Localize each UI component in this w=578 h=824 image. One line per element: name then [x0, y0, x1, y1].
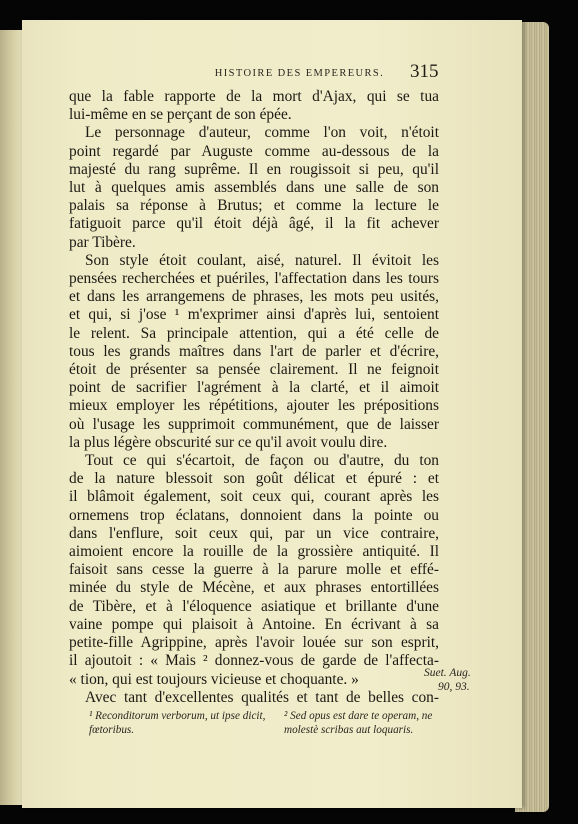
text-line: Le personnage d'auteur, comme l'on voit, n'étoit: [85, 124, 439, 142]
text-line: Son style étoit coulant, aisé, naturel. Il évitoit les: [85, 251, 439, 269]
page-number: 315: [410, 61, 439, 82]
text-line: où l'usage les supprimoit communément, que de laisser: [69, 415, 439, 433]
margin-note: [424, 666, 508, 694]
text-line: point regardé par Auguste comme au-dessous de la: [69, 142, 439, 160]
text-line: et dans les arrangemens de phrases, les mots peu usités,: [69, 288, 439, 306]
text-line: pensées recherchées et puériles, l'affectation dans les tours: [69, 270, 439, 288]
text-line: il blâmoit également, soit ceux qui, courant après les: [69, 488, 439, 506]
text-line: lui-même en se perçant de son épée.: [69, 106, 292, 124]
text-line: lut à quelques amis assemblés dans une salle de son: [69, 179, 439, 197]
text-line: mieux employer les répétitions, ajouter les prépositions: [69, 397, 439, 415]
text-line: fatiguoit parce qu'il étoit déjà âgé, il la fit achever: [69, 215, 439, 233]
text-line: vaine pompe qui plaisoit à Antoine. En écrivant à sa: [69, 615, 439, 633]
text-line: le relent. Sa principale attention, qui a été celle de: [69, 324, 439, 342]
text-line: Tout ce qui s'écartoit, de façon ou d'autre, du ton: [85, 452, 439, 470]
text-line: « tion, qui est toujours vicieuse et choquante. »: [69, 670, 359, 688]
text-line: la plus légère obscurité sur ce qu'il avoit voulu dire.: [69, 433, 388, 451]
text-line: il ajoutoit : « Mais ² donnez-vous de garde de l'affecta-: [69, 652, 439, 670]
margin-note-line: Suet. Aug.: [424, 667, 471, 679]
text-line: de la nature blessoit son goût délicat et épuré : et: [69, 470, 439, 488]
text-line: palais sa réponse à Brutus; et comme la lecture le: [69, 197, 439, 215]
text-line: point de sacrifier l'agrément à la clarté, et il aimoit: [69, 379, 439, 397]
book-page: [22, 20, 522, 808]
text-line: aimoient encore la rouille de la grossière antiquité. Il: [69, 543, 439, 561]
text-line: de Tibère, et à l'éloquence asiatique et brillante d'une: [69, 597, 439, 615]
text-line: et qui, si j'ose ¹ m'exprimer ainsi d'après lui, sentoient: [69, 306, 439, 324]
text-line: dans l'enflure, soit ceux qui, par un vice contraire,: [69, 524, 439, 542]
footnote-1: ¹ Reconditorum verborum, ut ipse dicit, fœtoribus.: [89, 710, 266, 736]
text-line: faisoit sans cesse la guerre à la parure molle et effé-: [69, 561, 439, 579]
facing-page-edge: [0, 30, 23, 805]
text-line: majesté du rang suprême. Il en rougissoit si peu, qu'il: [69, 160, 439, 178]
running-title: HISTOIRE DES EMPEREURS.: [214, 68, 385, 79]
text-line: Avec tant d'excellentes qualités et tant de belles con-: [85, 688, 439, 706]
text-line: par Tibère.: [69, 233, 136, 251]
text-line: petite-fille Agrippine, après l'avoir louée sur son esprit,: [69, 634, 439, 652]
text-line: que la fable rapporte de la mort d'Ajax, qui se tua: [69, 88, 439, 105]
text-line: étoit de présenter sa pensée clairement. Il ne feignoit: [69, 361, 439, 379]
body-text: [69, 88, 439, 707]
footnote-2: ² Sed opus est dare te operam, ne molestè scribas aut loquaris.: [284, 710, 433, 736]
text-line: minée du style de Mécène, et aux phrases entortillées: [69, 579, 439, 597]
text-line: tous les grands maîtres dans l'art de parler et d'écrire,: [69, 342, 439, 360]
text-line: ornemens trop éclatans, donnoient dans la pointe ou: [69, 506, 439, 524]
margin-note-line: 90, 93.: [438, 681, 470, 693]
